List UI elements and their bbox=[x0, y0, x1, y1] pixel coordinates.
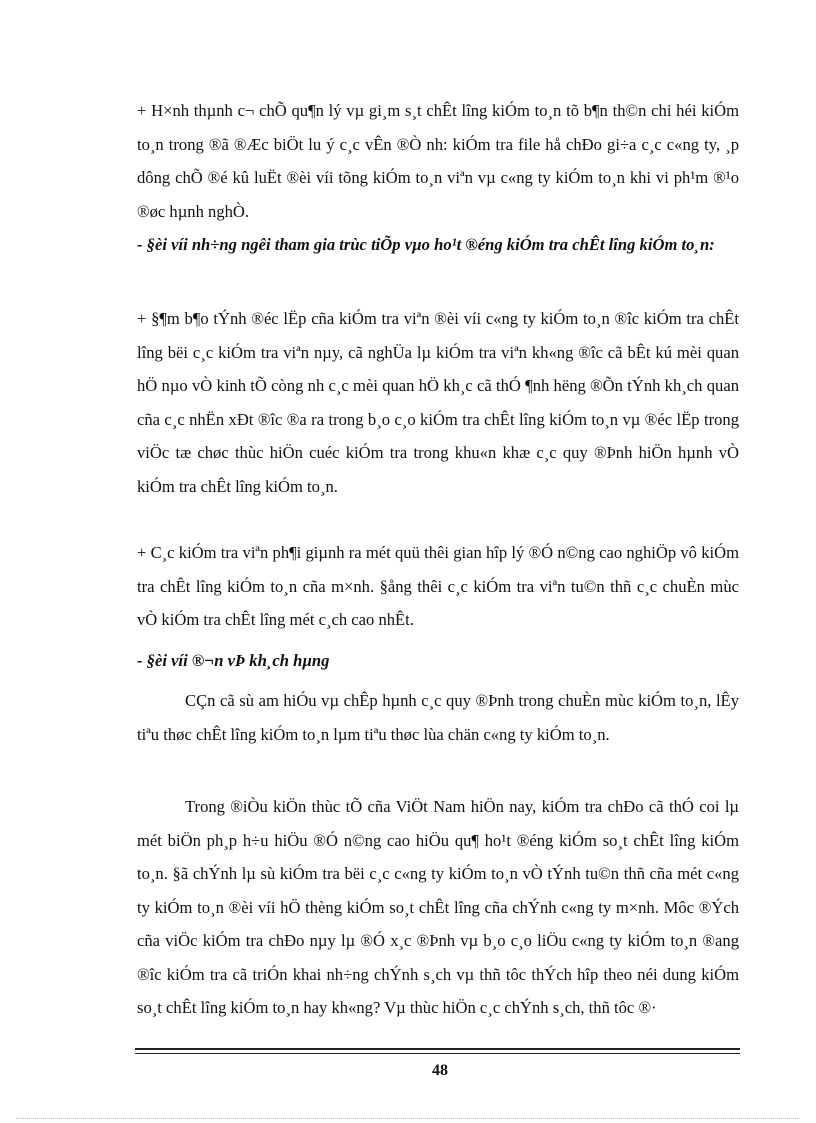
footer-rule-thick bbox=[135, 1048, 740, 1050]
footer-rule-thin bbox=[135, 1053, 740, 1054]
paragraph-1: + H×nh thµnh c¬ chÕ qu¶n lý vµ gi¸m s¸t chÊt lîng kiÓm to¸n tõ b¶n th©n chi héi kiÓm to¸n trong ®ã ®Æc biÖt lu ý c¸c vÊn ®Ò nh: kiÓm tra file hå chÐo gi÷a c¸c c«ng ty, ¸p dông chÕ ®é kû luËt ®èi víi tõng kiÓm to¸n viªn vµ c«ng ty kiÓm to¸n khi vi ph¹m ®¹o ®øc hµnh nghÒ. bbox=[137, 101, 739, 221]
paragraph-3: + C¸c kiÓm tra viªn ph¶i giµnh ra mét quü thêi gian hîp lý ®Ó n©ng cao nghiÖp vô kiÓm tra chÊt lîng kiÓm to¸n cña m×nh. §ång thêi c¸c kiÓm tra viªn tu©n thñ c¸c chuÈn mùc vÒ kiÓm tra chÊt lîng mét c¸ch cao nhÊt. bbox=[137, 543, 739, 629]
section-heading-participants: - §èi víi nh÷ng ngêi tham gia trùc tiÕp vµo ho¹t ®éng kiÓm tra chÊt lîng kiÓm to¸n: bbox=[137, 235, 715, 254]
paragraph-2: + §¶m b¶o tÝnh ®éc lËp cña kiÓm tra viªn ®èi víi c«ng ty kiÓm to¸n ®îc kiÓm tra chÊt lîng bëi c¸c kiÓm tra viªn nµy, cã nghÜa lµ kiÓm tra viªn kh«ng ®îc cã bÊt kú mèi quan hÖ nµo vÒ kinh tÕ còng nh c¸c mèi quan hÖ kh¸c cã thÓ ¶nh hëng ®Õn tÝnh kh¸ch quan cña c¸c nhËn xÐt ®îc ®a ra trong b¸o c¸o kiÓm tra chÊt lîng kiÓm to¸n vµ ®éc lËp trong viÖc tæ chøc thùc hiÖn cuéc kiÓm tra trong khu«n khæ c¸c quy ®Þnh hiÖn hµnh vÒ kiÓm tra chÊt lîng kiÓm to¸n. bbox=[137, 309, 739, 496]
page-number: 48 bbox=[432, 1062, 448, 1079]
paragraph-5: Trong ®iÒu kiÖn thùc tÕ cña ViÖt Nam hiÖn nay, kiÓm tra chÐo cã thÓ coi lµ mét biÖn ph¸p h÷u hiÖu ®Ó n©ng cao hiÖu qu¶ ho¹t ®éng kiÓm so¸t chÊt lîng kiÓm to¸n. §ã chÝnh lµ sù kiÓm tra bëi c¸c c«ng ty kiÓm to¸n vÒ tÝnh tu©n thñ cña mét c«ng ty kiÓm to¸n ®èi víi hÖ thèng kiÓm so¸t chÊt lîng cña chÝnh c«ng ty m×nh. Môc ®Ých cña viÖc kiÓm tra chÐo nµy lµ ®Ó x¸c ®Þnh vµ b¸o c¸o liÖu c«ng ty kiÓm to¸n ®ang ®îc kiÓm tra cã triÓn khai nh÷ng chÝnh s¸ch vµ thñ tôc thÝch hîp theo néi dung kiÓm so¸t chÊt lîng kiÓm to¸n hay kh«ng? Vµ thùc hiÖn c¸c chÝnh s¸ch, thñ tôc ®· bbox=[137, 797, 739, 1017]
paragraph-4: CÇn cã sù am hiÓu vµ chÊp hµnh c¸c quy ®Þnh trong chuÈn mùc kiÓm to¸n, lÊy tiªu thøc chÊt lîng kiÓm to¸n lµm tiªu thøc lùa chän c«ng ty kiÓm to¸n. bbox=[137, 691, 739, 744]
section-heading-clients: - §èi víi ®¬n vÞ kh¸ch hµng bbox=[137, 651, 330, 670]
page-bottom-dotted-line bbox=[16, 1118, 800, 1119]
